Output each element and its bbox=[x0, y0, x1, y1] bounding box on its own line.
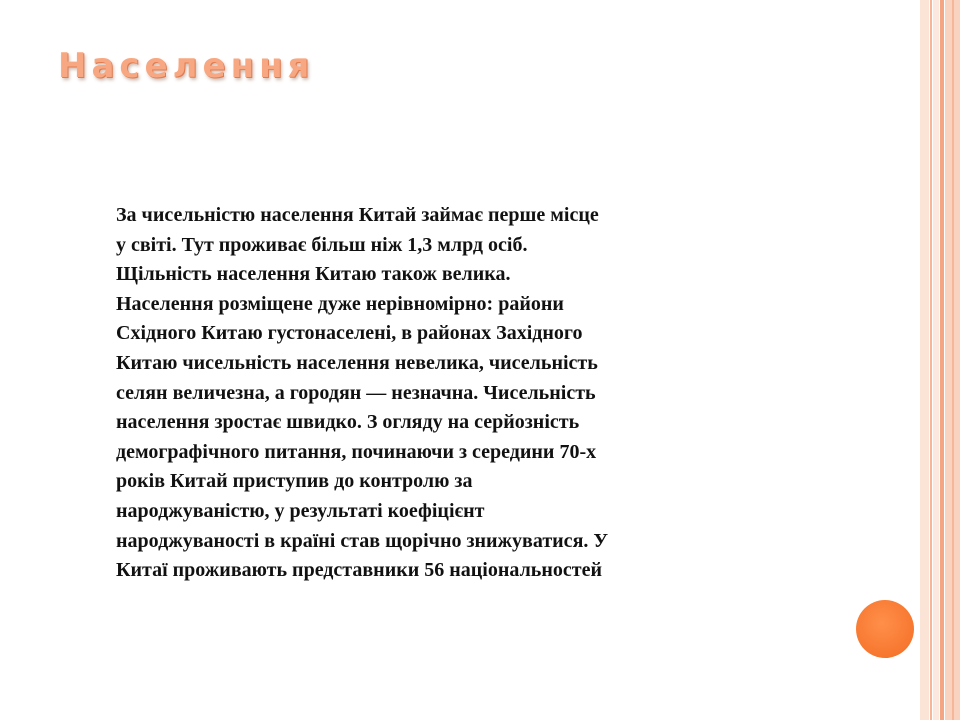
decorative-stripe bbox=[940, 0, 944, 720]
body-line: За чисельністю населення Китай займає перше місце bbox=[116, 204, 599, 226]
body-line: Населення розміщене дуже нерівномірно: райони bbox=[116, 292, 564, 315]
body-line: у світі. Тут проживає більш ніж 1,3 млрд осіб. bbox=[116, 233, 528, 256]
body-line: селян величезна, а городян — незначна. Чисельність bbox=[116, 381, 596, 404]
decorative-stripe bbox=[920, 0, 929, 720]
decorative-stripe bbox=[952, 0, 954, 720]
decorative-stripe bbox=[930, 0, 932, 720]
body-line: Китаї проживають представники 56 національностей bbox=[116, 559, 602, 582]
body-line: Щільність населення Китаю також велика. bbox=[116, 263, 511, 286]
body-line: народжуваністю, у результаті коефіцієнт bbox=[116, 499, 485, 522]
body-line: народжуваності в країні став щорічно знижуватися. У bbox=[116, 529, 609, 552]
decorative-stripe bbox=[933, 0, 939, 720]
body-line: населення зростає швидко. З огляду на серйозність bbox=[116, 411, 580, 434]
body-line: Китаю чисельність населення невелика, чисельність bbox=[116, 351, 598, 374]
slide-title: Населення bbox=[58, 46, 315, 86]
body-line: демографічного питання, починаючи з середини 70-х bbox=[116, 440, 597, 463]
body-line: років Китай приступив до контролю за bbox=[116, 470, 473, 493]
slide-body-text bbox=[116, 201, 756, 586]
body-line: Східного Китаю густонаселені, в районах Західного bbox=[116, 322, 583, 345]
orange-circle-decoration bbox=[856, 600, 914, 658]
